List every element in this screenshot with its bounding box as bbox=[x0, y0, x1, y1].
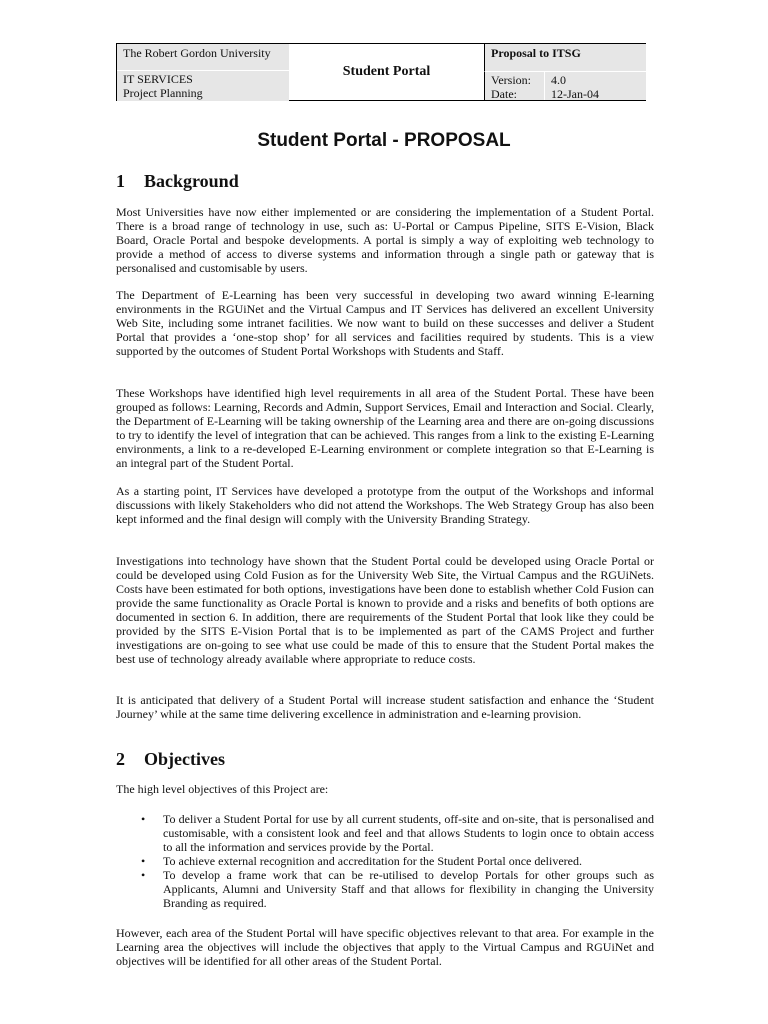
header-university: The Robert Gordon University bbox=[117, 44, 289, 71]
header-labels bbox=[484, 71, 544, 100]
header-department: IT SERVICES bbox=[123, 72, 193, 86]
section-title: Objectives bbox=[144, 749, 225, 769]
header-date-label: Date: bbox=[491, 87, 517, 101]
list-item-text: To deliver a Student Portal for use by all current students, off-site and on-site, that is personalised and customisable, with a consistent look and feel and that allows Students to login once to obtain access to all the information and services provide by the Portal. bbox=[163, 812, 654, 854]
header-version-value: 4.0 bbox=[551, 73, 566, 87]
bullet-icon: • bbox=[141, 812, 146, 826]
objectives-closing: However, each area of the Student Portal will have specific objectives relevant to that area. For example in the Learning area the objectives will include the objectives that apply to the Virtual Campus and RGUiNet and objectives will be identified for all other areas of the Student Portal. bbox=[116, 926, 654, 968]
section-heading-background bbox=[116, 171, 239, 192]
paragraph: The Department of E-Learning has been very successful in developing two award winning E-learning environments in the RGUiNet and the Virtual Campus and IT Services has delivered an excellent University Web Site, including some intranet facilities. We now want to build on these successes and deliver a Student Portal that provides a ‘one-stop shop’ for all services and facilities required by students. This is a view supported by the outcomes of Student Portal Workshops with Students and Staff. bbox=[116, 288, 654, 358]
paragraph: These Workshops have identified high level requirements in all area of the Student Portal. These have been grouped as follows: Learning, Records and Admin, Support Services, Email and Interaction and Social. Clearly, the Department of E-Learning will be taking ownership of the Learning area and there are on-going discussions to try to identify the level of integration that can be achieved. This ranges from a link to the existing E-Learning environments, a link to a re-developed E-Learning environment or complete integration so that E-Learning is an integral part of the Student Portal. bbox=[116, 386, 654, 470]
bullet-icon: • bbox=[141, 854, 146, 868]
header-version-label: Version: bbox=[491, 73, 531, 87]
section-heading-objectives bbox=[116, 749, 225, 770]
paragraph: It is anticipated that delivery of a Student Portal will increase student satisfaction and enhance the ‘Student Journey’ while at the same time delivering excellence in administration and e-learning provision. bbox=[116, 693, 654, 721]
paragraph: Most Universities have now either implemented or are considering the implementation of a Student Portal. There is a broad range of technology in use, such as: U-Portal or Campus Pipeline, SITS E-Vision, Black Board, Oracle Portal and bespoke developments. A portal is simply a way of exploiting web technology to provide a method of access to diverse systems and information through a single path or gateway that is personalised and customisable by users. bbox=[116, 205, 654, 275]
bullet-icon: • bbox=[141, 868, 146, 882]
section-number: 2 bbox=[116, 749, 125, 769]
paragraph: As a starting point, IT Services have developed a prototype from the output of the Workshops and informal discussions with likely Stakeholders who did not attend the Workshops. The Web Strategy Group has also been kept informed and the final design will comply with the University Branding Strategy. bbox=[116, 484, 654, 526]
header-project: Student Portal bbox=[342, 64, 431, 79]
objectives-intro: The high level objectives of this Project are: bbox=[116, 782, 329, 796]
paragraph: Investigations into technology have shown that the Student Portal could be developed using Oracle Portal or could be developed using Cold Fusion as for the University Web Site, the Virtual Campus and the RGUiNets. Costs have been estimated for both options, investigations have been done to establish whether Cold Fusion can provide the same functionality as Oracle Portal is known to provide and a risks and benefits of both options are documented in section 6. In addition, there are requirements of the Student Portal that look like they could be provided by the SITS E-Vision Portal that is to be implemented as part of the CAMS Project and further investigations are on-going to see what use could be made of this to ensure that the Student Portal makes the best use of technology already available where appropriate to reduce costs. bbox=[116, 554, 654, 666]
document-header-table bbox=[116, 43, 646, 101]
list-item bbox=[116, 812, 654, 854]
header-section: Project Planning bbox=[123, 86, 203, 100]
section-title: Background bbox=[144, 171, 239, 191]
header-proposal-to: Proposal to ITSG bbox=[484, 44, 646, 71]
list-item-text: To develop a frame work that can be re-utilised to develop Portals for other groups such as Applicants, Alumni and University Staff and that allows for flexibility in changing the University Branding as required. bbox=[163, 868, 654, 910]
list-item bbox=[116, 854, 654, 868]
page-title: Student Portal - PROPOSAL bbox=[257, 130, 511, 151]
header-values bbox=[544, 71, 646, 100]
section-number: 1 bbox=[116, 171, 125, 191]
list-item-text: To achieve external recognition and accreditation for the Student Portal once delivered. bbox=[163, 854, 582, 868]
list-item bbox=[116, 868, 654, 910]
objectives-list bbox=[116, 812, 654, 910]
header-date-value: 12-Jan-04 bbox=[551, 87, 599, 101]
header-department-cell bbox=[117, 71, 289, 101]
